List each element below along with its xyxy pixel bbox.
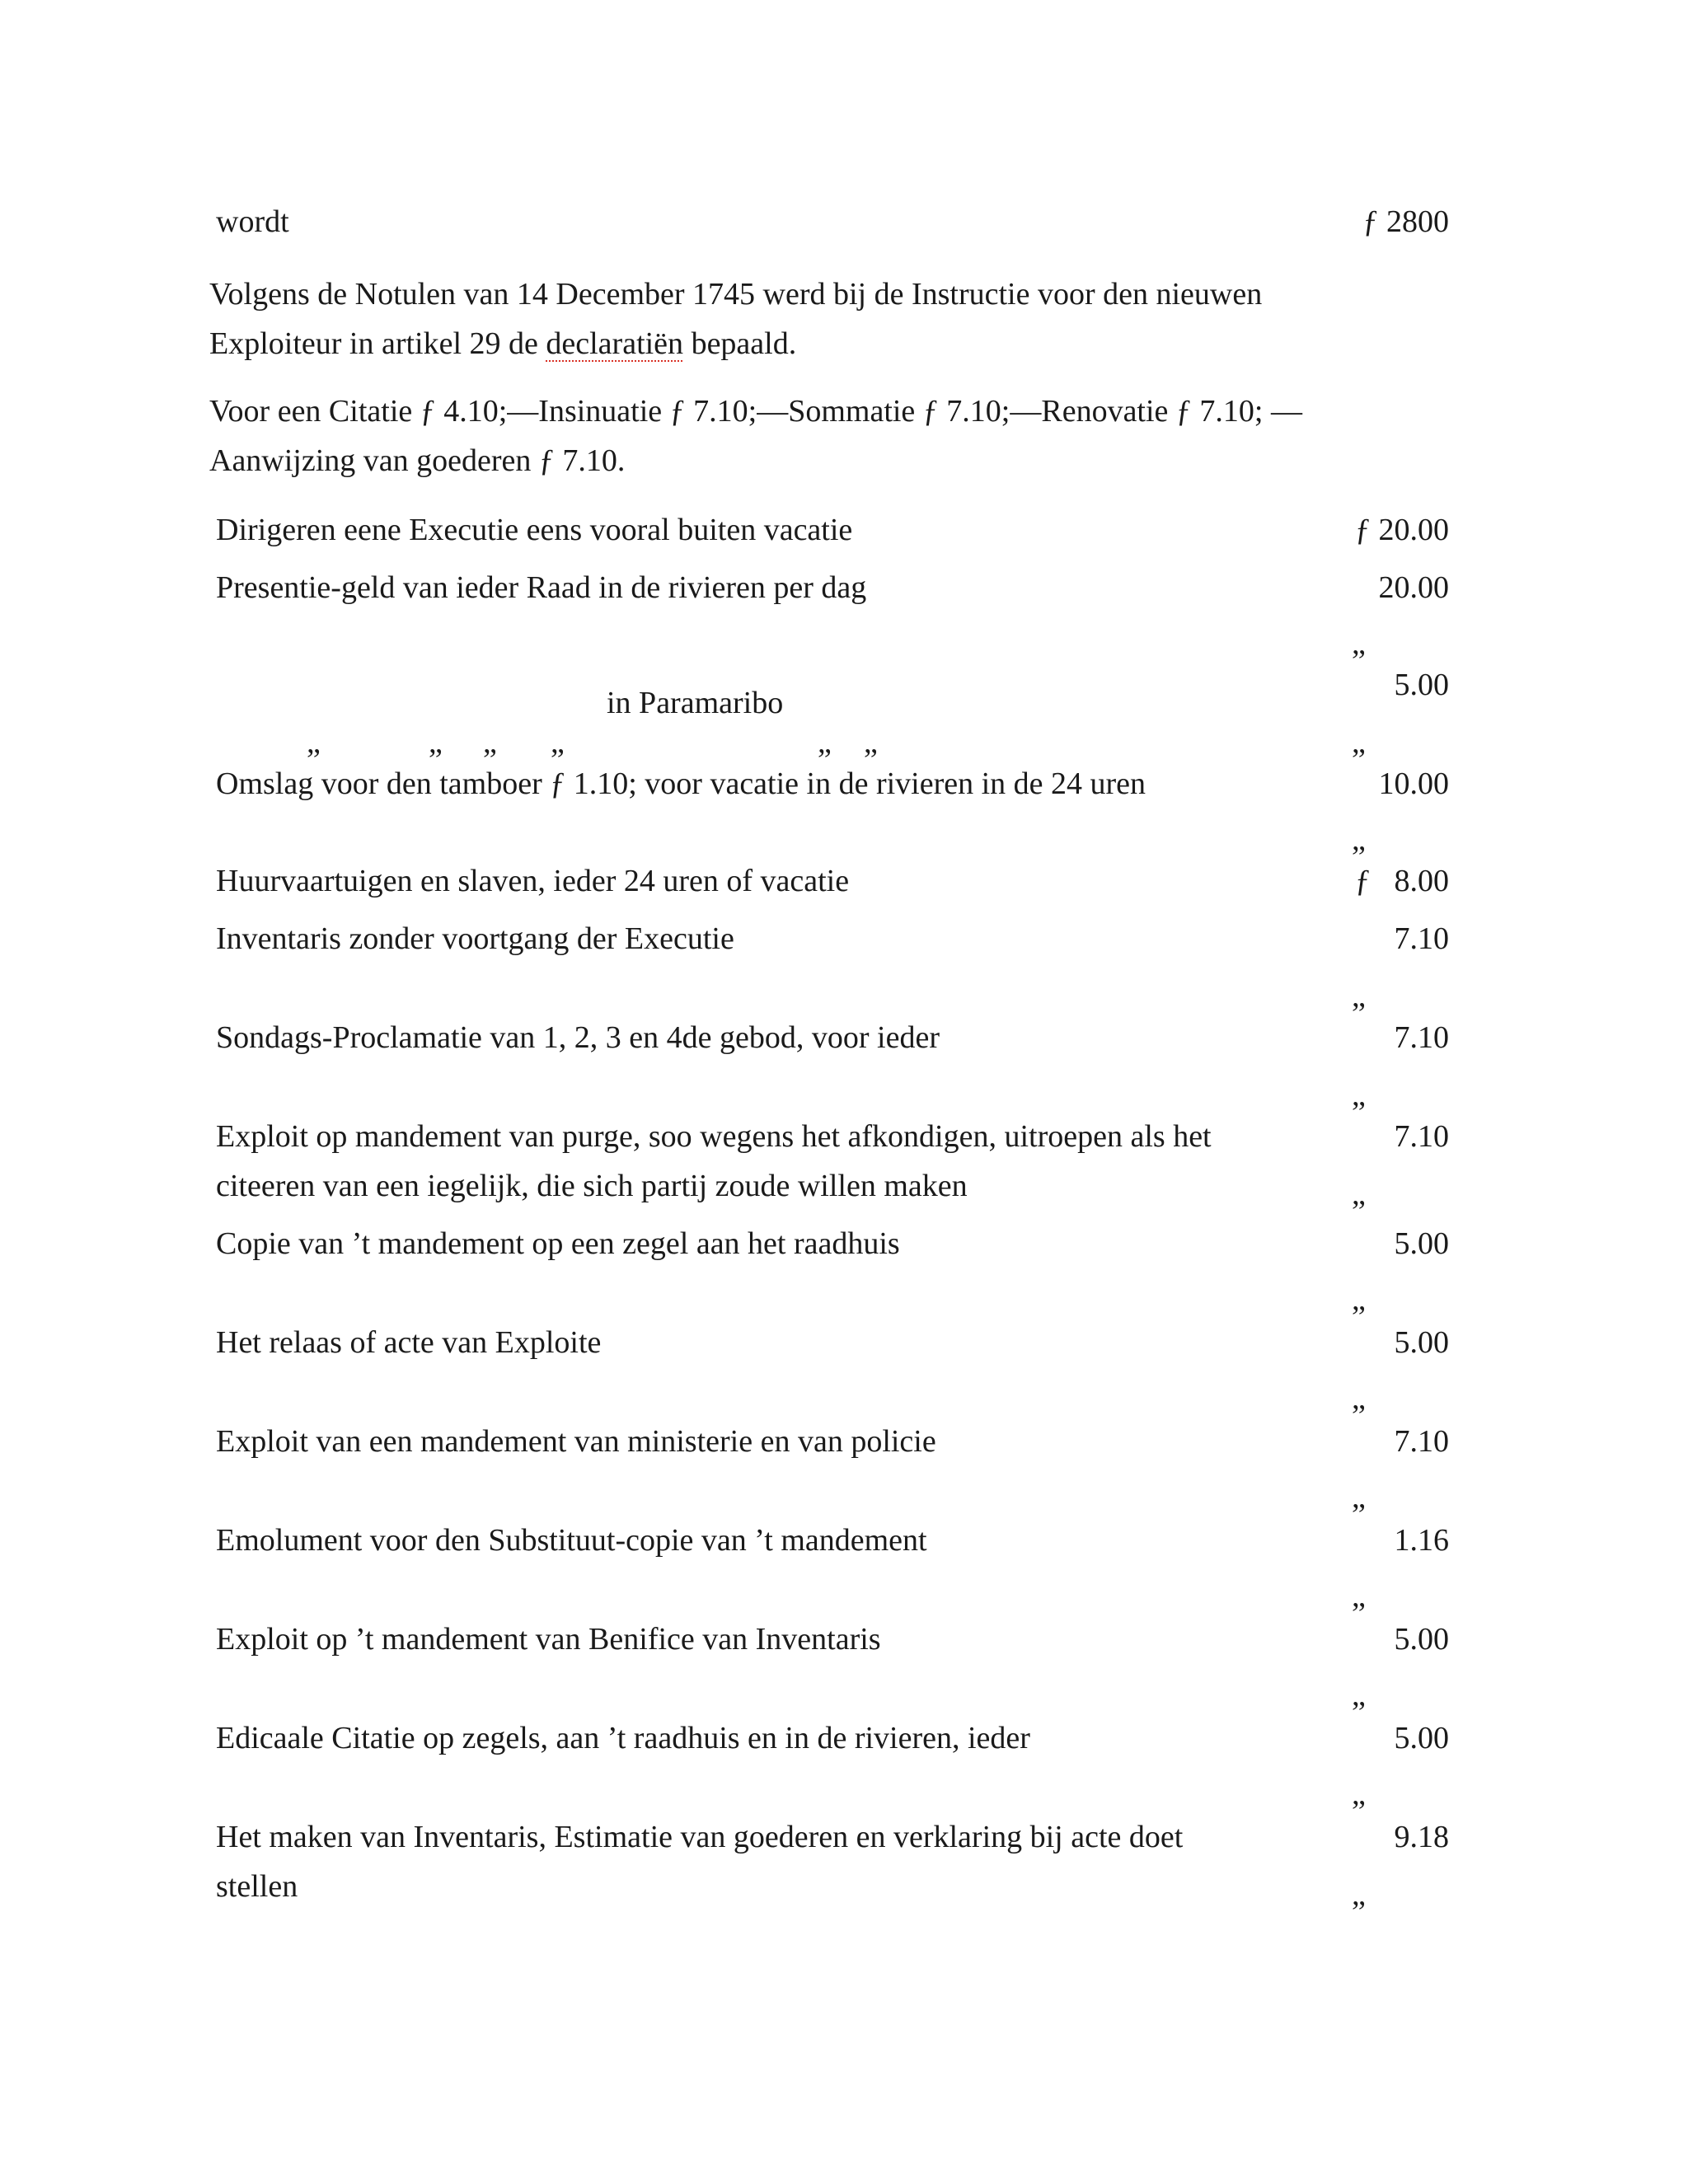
fee-row-amount: 1.16 [1394,1523,1449,1558]
fee-row-text: Emolument voor den Substituut-copie van ’t mandement [216,1523,927,1558]
paragraph-2-line-1: Voor een Citatie ƒ 4.10;—Insinuatie ƒ 7.10;—Sommatie ƒ 7.10;—Renovatie ƒ 7.10; — [209,394,1302,429]
paragraph-1-text-a: Exploiteur in artikel 29 de [209,326,546,361]
fee-row-text: Het maken van Inventaris, Estimatie van goederen en verklaring bij acte doet [216,1820,1184,1854]
paragraph-1-text-b: bepaald. [683,326,797,361]
ditto-mark: „ [1352,626,1366,661]
fee-row-text: Exploit van een mandement van ministerie en van policie [216,1424,936,1459]
fee-row-amount: 7.10 [1394,1119,1449,1154]
ditto-mark: „ [1352,979,1366,1014]
fee-row-amount: 5.00 [1394,1325,1449,1360]
fee-row-amount: 7.10 [1394,921,1449,956]
fee-row-text: Exploit op mandement van purge, soo wegens het afkondigen, uitroepen als het [216,1119,1212,1154]
fee-row-amount: 20.00 [1378,570,1449,605]
fee-row-amount: ƒ 20.00 [1355,513,1449,547]
fee-row-text: Edicaale Citatie op zegels, aan ’t raadhuis en in de rivieren, ieder [216,1721,1030,1755]
fee-row-text: Sondags-Proclamatie van 1, 2, 3 en 4de gebod, voor ieder [216,1020,940,1055]
spellcheck-flagged-word[interactable]: declaratiën [546,326,684,361]
ditto-mark: „ [1352,823,1366,857]
fee-row-text-continued: stellen [216,1869,298,1904]
ditto-mark: „ [1352,1078,1366,1113]
paragraph-1-line-2 [209,320,796,368]
fee-row-amount: 7.10 [1394,1020,1449,1055]
ditto-mark: „ [1352,725,1366,760]
ditto-mark: „ [1352,1480,1366,1515]
fee-row-text: Dirigeren eene Executie eens vooral buiten vacatie [216,513,853,547]
fee-row-text: Inventaris zonder voortgang der Executie [216,921,734,956]
ditto-mark: „ [1352,1177,1366,1212]
ditto-mark: „ [1352,1579,1366,1614]
ditto-mark: „ [818,725,832,760]
fee-row-amount: ƒ 8.00 [1355,864,1449,898]
ditto-mark: „ [1352,1381,1366,1416]
fee-row-amount: 7.10 [1394,1424,1449,1459]
fee-row-text-continued: citeeren van een iegelijk, die sich partij zoude willen maken [216,1169,968,1203]
paragraph-2-line-2: Aanwijzing van goederen ƒ 7.10. [209,443,626,478]
ditto-mark: „ [483,725,497,760]
ditto-mark: „ [1352,1777,1366,1811]
fee-row-text: Presentie-geld van ieder Raad in de rivieren per dag [216,570,867,605]
fee-row-text: Omslag voor den tamboer ƒ 1.10; voor vacatie in de rivieren in de 24 uren [216,766,1146,801]
paragraph-1-line-1: Volgens de Notulen van 14 December 1745 werd bij de Instructie voor den nieuwen [209,277,1263,312]
fee-row-text: Huurvaartuigen en slaven, ieder 24 uren of vacatie [216,864,850,898]
ditto-mark: „ [429,725,443,760]
fee-row-text: Het relaas of acte van Exploite [216,1325,602,1360]
ditto-mark: „ [307,725,321,760]
fee-row-text: in Paramaribo [607,686,784,720]
fee-row-amount: 5.00 [1394,1622,1449,1657]
fee-row-text: Exploit op ’t mandement van Benifice van Inventaris [216,1622,881,1657]
fee-row-amount: 10.00 [1378,766,1449,801]
ditto-mark: „ [1352,1282,1366,1317]
ditto-mark: „ [1352,1678,1366,1713]
ditto-mark: „ [551,725,565,760]
header-amount: ƒ 2800 [1362,204,1449,239]
fee-row-amount: 5.00 [1394,1226,1449,1261]
ditto-mark: „ [1352,1877,1366,1912]
fee-row-text: Copie van ’t mandement op een zegel aan het raadhuis [216,1226,900,1261]
header-word: wordt [216,204,289,239]
ditto-mark: „ [864,725,878,760]
fee-row-amount: 5.00 [1394,668,1449,702]
fee-row-amount: 9.18 [1394,1820,1449,1854]
fee-row-amount: 5.00 [1394,1721,1449,1755]
